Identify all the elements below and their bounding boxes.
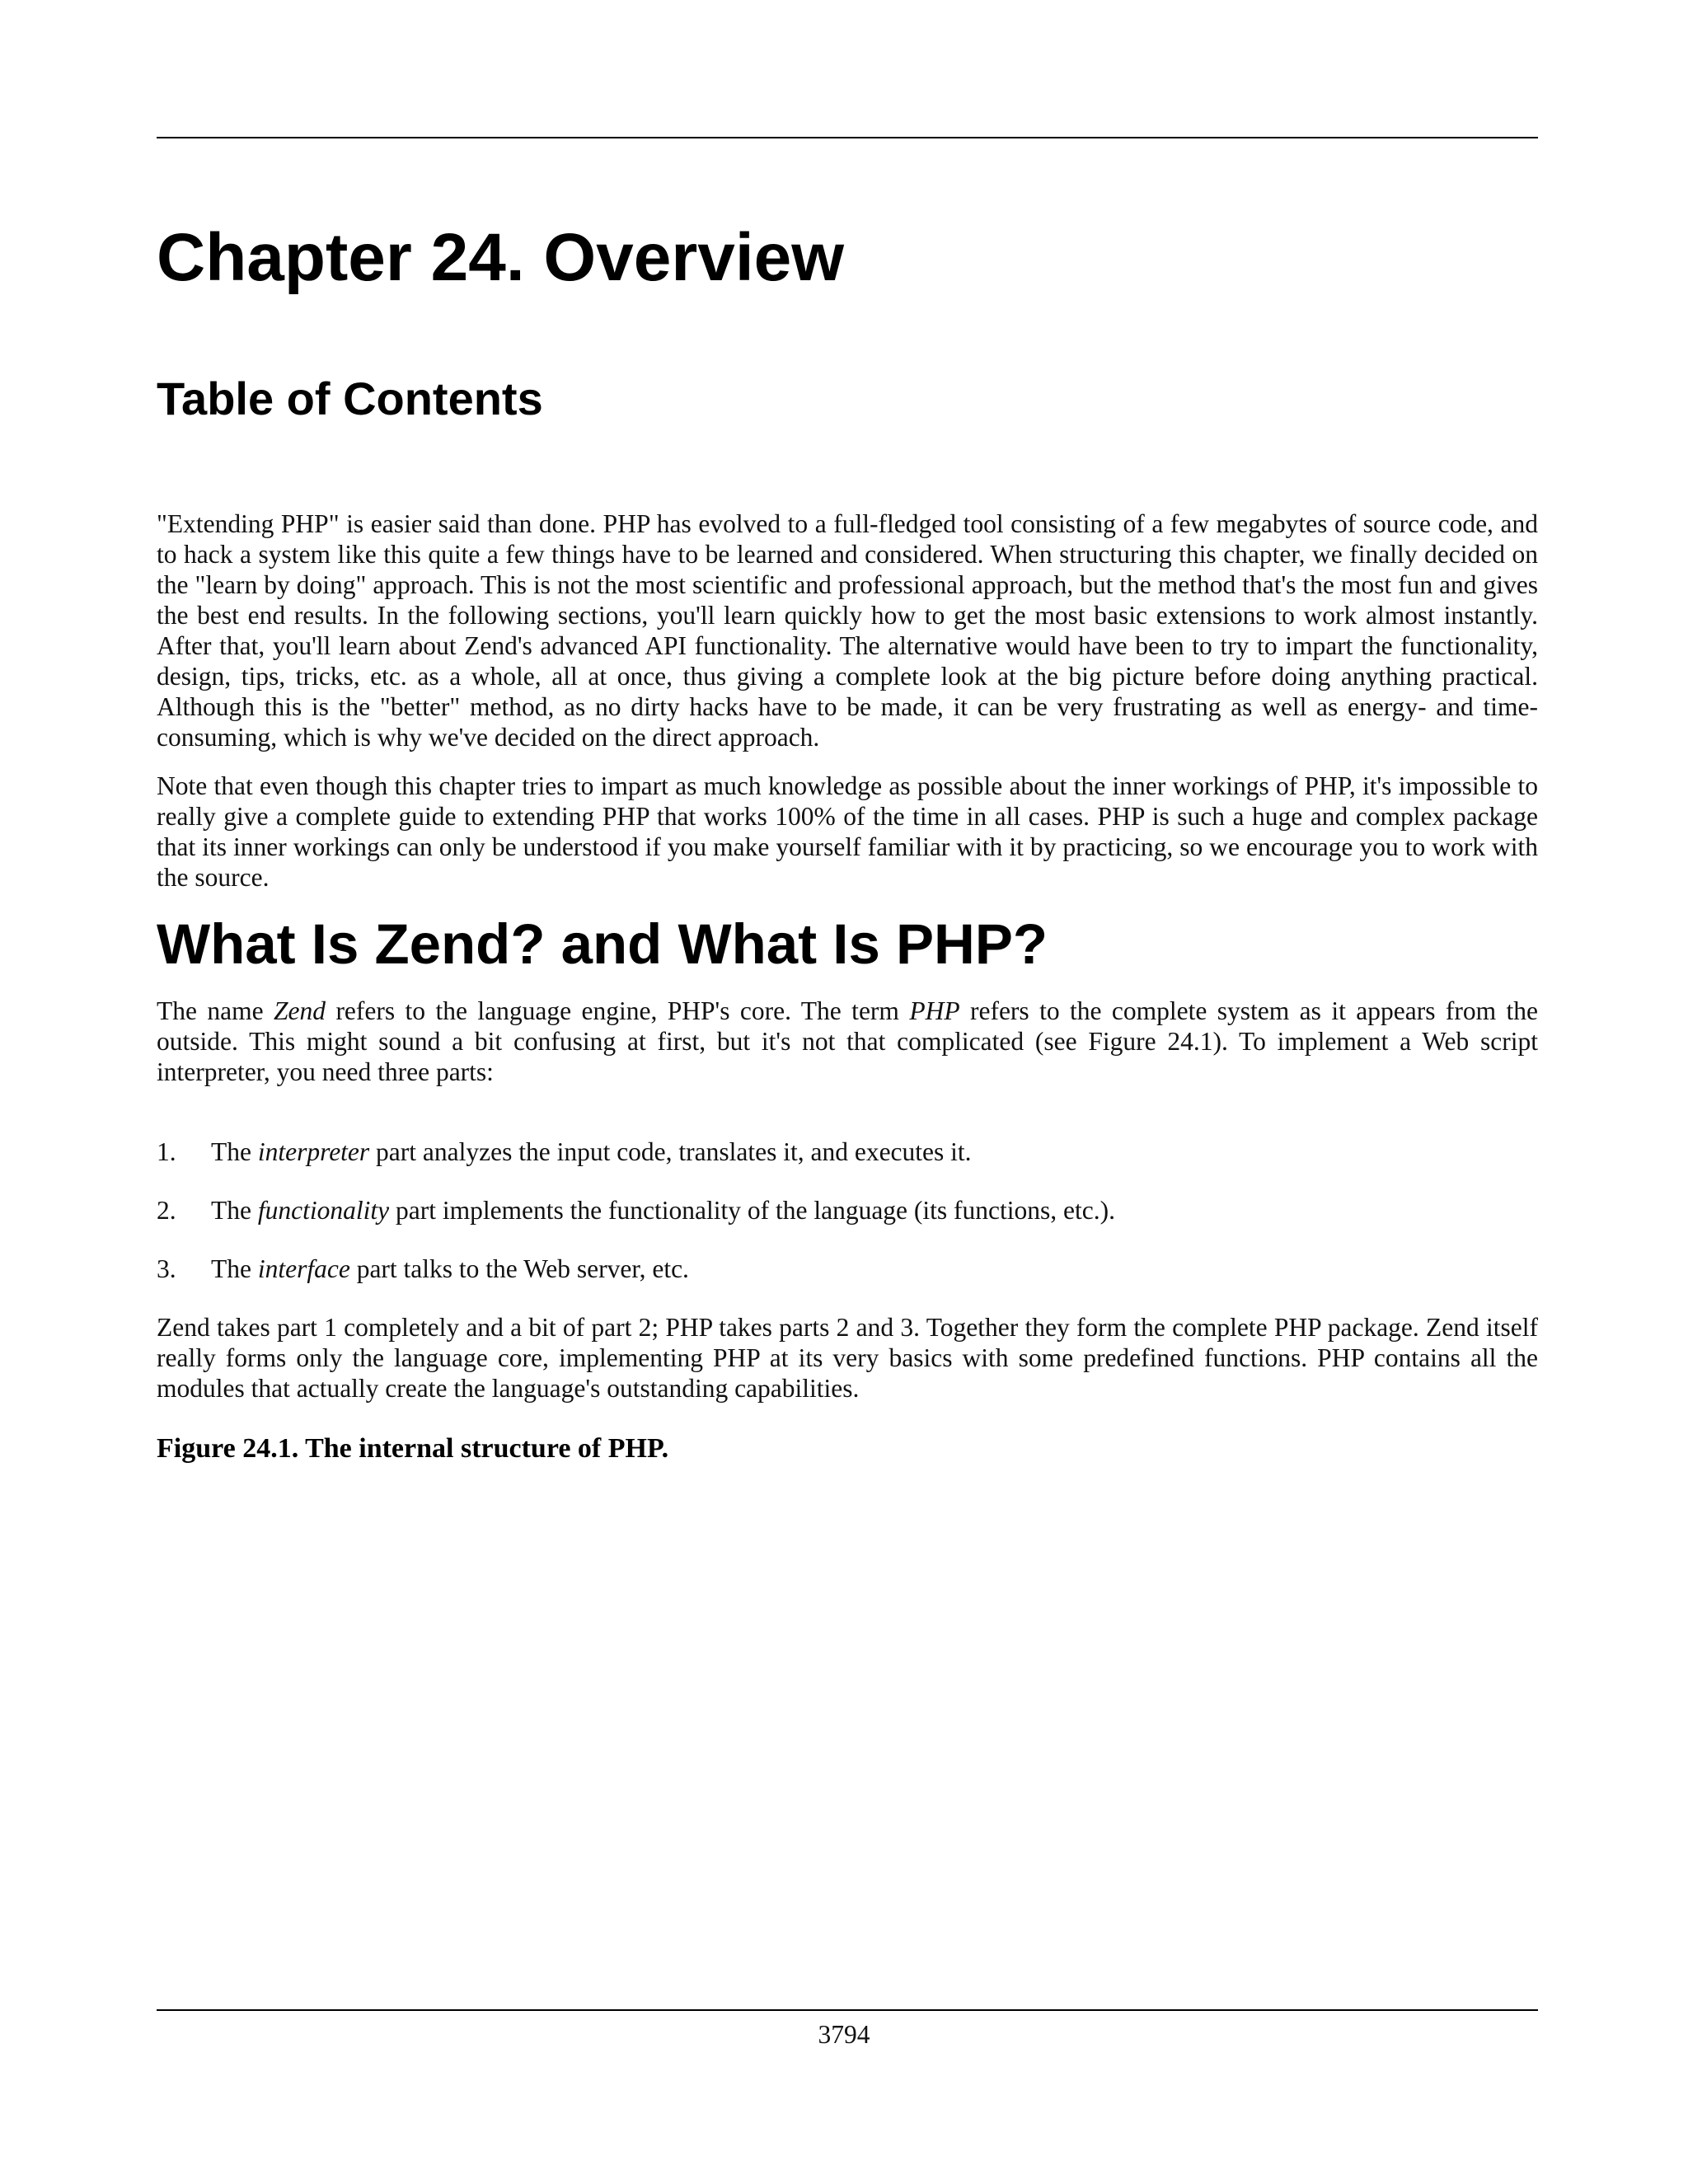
list-item bbox=[157, 1195, 1538, 1226]
list-item-number: 1. bbox=[157, 1137, 176, 1167]
footer-rule bbox=[157, 2009, 1538, 2011]
list-item-em: functionality bbox=[257, 1196, 390, 1226]
list-item-text: The interpreter part analyzes the input code, translates it, and executes it. bbox=[211, 1137, 972, 1167]
section-intro-paragraph bbox=[157, 996, 1538, 1087]
list-item-number: 2. bbox=[157, 1196, 176, 1226]
parts-list bbox=[157, 1137, 1538, 1284]
figure-caption: Figure 24.1. The internal structure of PHP. bbox=[157, 1433, 669, 1465]
page-number: 3794 bbox=[818, 2020, 870, 2049]
section-intro-text-3: refers to the complete system as it appears from the outside. This might sound a bit confusing at first, but it's not that complicated (see Figure 24.1). To implement a Web script interpreter, you need three parts: bbox=[157, 996, 1538, 1087]
list-item-em: interface bbox=[257, 1254, 350, 1284]
summary-paragraph: Zend takes part 1 completely and a bit of part 2; PHP takes parts 2 and 3. Together they form the complete PHP package. Zend itself really forms only the language core, implementing PHP at its very basics with some predefined functions. PHP contains all the modules that actually create the language's outstanding capabilities. bbox=[157, 1313, 1538, 1404]
list-item-text: The interface part talks to the Web server, etc. bbox=[211, 1254, 689, 1284]
list-item-number: 3. bbox=[157, 1254, 176, 1284]
page-content bbox=[157, 137, 1538, 1465]
list-item bbox=[157, 1254, 1538, 1284]
list-item-em: interpreter bbox=[257, 1137, 370, 1167]
intro-paragraph-1: "Extending PHP" is easier said than done. PHP has evolved to a full-fledged tool consisting of a few megabytes of source code, and to hack a system like this quite a few things have to be learned and considered. When structuring this chapter, we finally decided on the "learn by doing" approach. This is not the most scientific and professional approach, but the method that's the most fun and gives the best end results. In the following sections, you'll learn quickly how to get the most basic extensions to work almost instantly. After that, you'll learn about Zend's advanced API functionality. The alternative would have been to try to impart the functionality, design, tips, tricks, etc. as a whole, all at once, thus giving a complete look at the big picture before doing anything practical. Although this is the "better" method, as no dirty hacks have to be made, it can be very frustrating as well as energy- and time-consuming, which is why we've decided on the direct approach. bbox=[157, 509, 1538, 752]
section-intro-em-php: PHP bbox=[909, 996, 960, 1026]
chapter-title: Chapter 24. Overview bbox=[157, 220, 845, 295]
list-item-text: The functionality part implements the functionality of the language (its functions, etc.). bbox=[211, 1196, 1115, 1226]
list-item bbox=[157, 1137, 1538, 1167]
section-title: What Is Zend? and What Is PHP? bbox=[157, 912, 1048, 977]
toc-title: Table of Contents bbox=[157, 373, 543, 425]
section-intro-text-2: refers to the language engine, PHP's core. The term bbox=[326, 996, 910, 1026]
section-intro-em-zend: Zend bbox=[274, 996, 326, 1026]
intro-paragraph-2: Note that even though this chapter tries to impart as much knowledge as possible about the inner workings of PHP, it's impossible to really give a complete guide to extending PHP that works 100% of the time in all cases. PHP is such a huge and complex package that its inner workings can only be understood if you make yourself familiar with it by practicing, so we encourage you to work with the source. bbox=[157, 771, 1538, 893]
section-intro-text-1: The name bbox=[157, 996, 274, 1026]
